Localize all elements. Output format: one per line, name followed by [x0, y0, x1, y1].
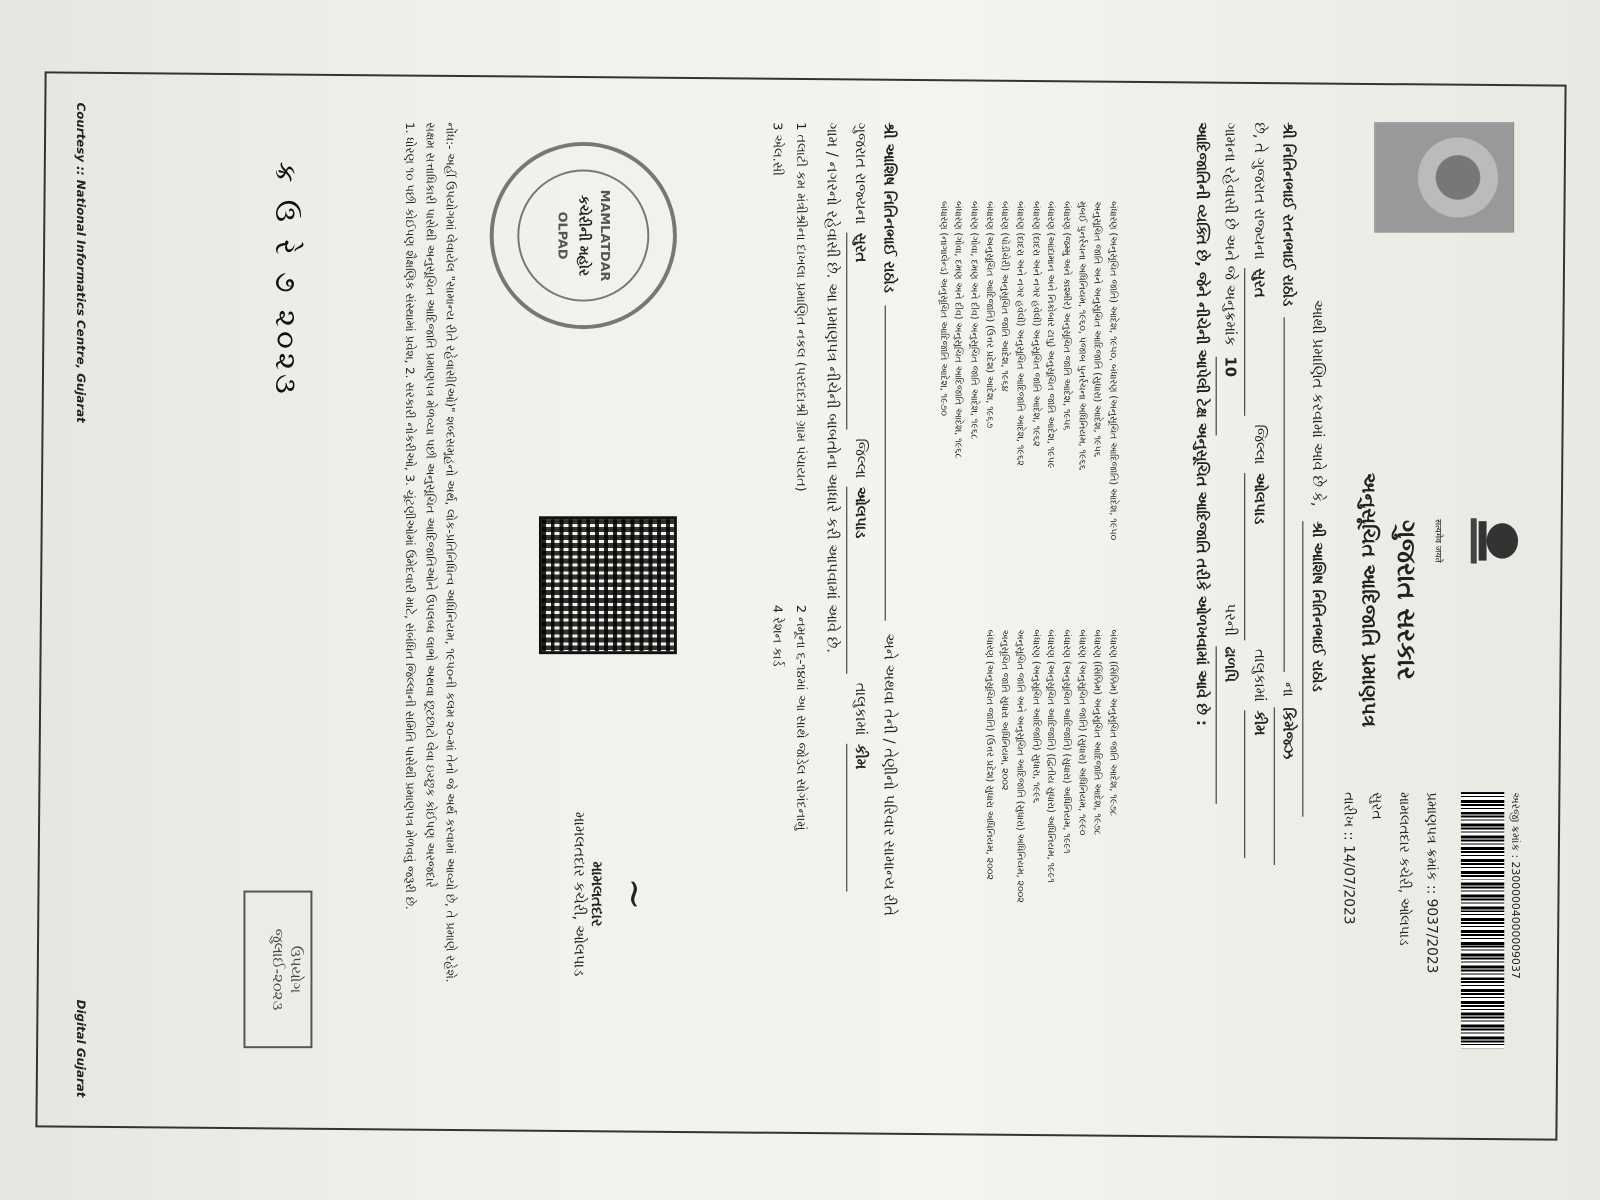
father-name-line	[1284, 317, 1285, 672]
intro-text: આથી પ્રમાણિત કરવામાં આવે છે કે,	[1309, 299, 1327, 507]
stamp-line-1: ઉપયોગ	[286, 945, 305, 994]
issuing-city: સુરત	[1368, 792, 1385, 820]
stamp-line-2: જુલાઈ-૨૦૨૩	[269, 928, 287, 1011]
basis-list	[764, 122, 813, 1087]
application-number: અરજી ક્રમાંક : 23000004000009037	[1509, 792, 1523, 979]
usage-stamp	[243, 891, 312, 1049]
caste-order: બંધારણ (જમ્મુ અને કાશ્મીર) અનુસૂચિત જાતિ આદેશ, ૧૯૫૬	[1061, 201, 1072, 431]
serial-text: ગામના રહેવાસી છે અને જે અનુક્રમાંક	[1222, 122, 1240, 346]
taluka-label: તાલુકામાં	[1251, 649, 1269, 702]
caste-order	[950, 630, 965, 1029]
holder-name-repeat: શ્રી આશિષ નિતિનભાઈ રાઠોડ	[880, 122, 899, 293]
caste-name: ઢાળપિ	[1216, 647, 1245, 805]
district-value-2: સુરત	[846, 233, 875, 430]
note-text: નોંધ:- અહીં ઉપયોગમાં લેવાયેલ "સામાન્ય રીતે રહેવાસી(ઓ)" શબ્દસમૂહનો અર્થ, લોક-પ્રતિનિધિત્વ અધિનિયમ, ૧૯૫૦ની કલમ ૨૦-માં તેનો જે અર્થ કરવામાં આવ્યો છે, તે પ્રમાણે રહેશે.	[443, 122, 458, 983]
footer-courtesy: Courtesy :: National Informatics Centre, Gujarat	[74, 102, 88, 423]
caste-order: અનુસૂચિત જાતિ અને અનુસૂચિત આદિજાતિ (સુધારા) અધિનિયમ, ૨૦૦૨	[1014, 629, 1026, 903]
signature-icon: ~	[611, 877, 658, 911]
taluka-value: કીમ	[1245, 710, 1274, 858]
caste-order: બંધારણ (સિક્કિમ) અનુસૂચિત જાતિ આદેશ, ૧૯૭૮	[1107, 629, 1119, 817]
basis-item: 4 રેશન કાર્ડ	[769, 604, 785, 667]
emblem-caption: सत्यमेव जयते	[1432, 519, 1443, 563]
handwritten-note: ક્ર ઉ રે ૭ ૨૦૨૩	[268, 161, 303, 398]
village-value: કિમેજ્ઝ	[1274, 707, 1303, 865]
basis-item: 1 તલાટી કમ મંત્રીશ્રીના દાખલા પ્રમાણિત નકલ (પરદાદાશ્રી ગ્રામ પંચાયત)	[793, 122, 809, 492]
issuing-office: મામલતદાર કચેરી, ઓલપાડ	[1395, 792, 1412, 946]
caste-order: બંધારણ (અનુસૂચિત જાતિ) (ઉત્તર પ્રદેશ) સુધારા અધિનિયમ, ૨૦૦૨	[983, 629, 995, 880]
basis-item: 2 નમૂના ૬-૧૪માં આ સાથે જોડેલ સોગંદનામું	[793, 604, 809, 831]
holder-name-line	[885, 305, 886, 620]
government-title: ગુજરાત સરકાર	[1391, 520, 1421, 680]
applicant-photo	[1374, 122, 1514, 232]
castes-list	[935, 201, 1120, 1028]
caste-order: બંધારણ (પોંડીચેરી) અનુસૂચિત જાતિ આદેશ, ૧૯૬૪	[999, 201, 1011, 392]
authority-text: સક્ષમ સત્તાધિકારી પાસેથી અનુસૂચિત આદિજાતિ પ્રમાણપત્ર મેળવ્યા પછી અનુસૂચિત આદિજાતિઓને ઉપલબ્ધ લાભો અથવા છૂટછાટો લેવા ઇચ્છુક કોઈપણ અરજદારે	[423, 122, 438, 888]
certificate-meta	[1335, 792, 1445, 1117]
note-point: 1. ધોરણ ૧૦ પછી કોઈપણ શૈક્ષણિક સંસ્થામાં પ્રવેશ, 2. સરકારી નોકરીઓ, 3. ચૂંટણીઓમાં ઉમેદવારી માટે, સંબંધિત જિલ્લાની સમિતિ પાસેથી પ્રમાણપત્ર મેળવવું જરૂરી છે.	[403, 122, 418, 910]
national-emblem-icon	[1445, 506, 1524, 575]
district-label-2: જિલ્લા	[852, 438, 871, 479]
caste-order: અનુસૂચિત જાતિ સુધારા અધિનિયમ, ૨૦૦૨	[999, 629, 1011, 791]
district-taluka-value-2: ઓલપાડ	[846, 487, 875, 674]
residence-section	[764, 122, 904, 1087]
state-text-2: ગુજરાત રાજ્યના	[852, 122, 871, 225]
basis-item: 3 એલ.સી	[769, 122, 785, 176]
residence-text: અને અથવા તેની / તેણીનો પરિવાર સામાન્ય રીતે	[880, 633, 899, 916]
qr-code	[539, 516, 677, 654]
barcode	[1461, 792, 1504, 1048]
district-label: જિલ્લા	[1251, 424, 1269, 465]
caste-order: બંધારણ (અનુસૂચિત જાતિ) (સુધારા) અધિનિયમ, ૧૯૯૦	[1076, 629, 1088, 836]
caste-order: અનુસૂચિત જાતિ અને અનુસૂચિત આદિજાતિ (સુધારા) આદેશ, ૧૯૫૬	[1091, 201, 1103, 457]
certificate-number: પ્રમાણપત્ર ક્રમાંક :: 9037/2023	[1423, 792, 1440, 974]
seal-text-bottom: OLPAD	[554, 211, 570, 260]
signatory-office: મામલતદાર કચેરી, ઓલપાડ	[570, 811, 589, 977]
caste-order: બંધારણ (અનુસૂચિત આદિજાતિ) (ઉત્તર પ્રદેશ) આદેશ, ૧૯૬૭	[983, 201, 995, 429]
certificate-document	[56, 83, 1543, 1117]
caste-order: બંધારણ (સિક્કિમ) અનુસૂચિત આદિજાતિ આદેશ, ૧૯૭૮	[1091, 629, 1103, 836]
issue-date: તારીખ :: 14/07/2023	[1340, 792, 1357, 925]
caste-order: બંધારણ (ગોવા, દમણ અને દીવ) અનુસૂચિત આદિજાતિ આદેશ, ૧૯૬૮	[952, 201, 964, 459]
caste-order: બંધારણ (અનુસૂચિત આદિજાતિ) સુધારા, ૧૯૯૬	[1030, 629, 1041, 804]
notes-section	[400, 122, 460, 1087]
caste-order: બંધારણ (આંદામાન અને નિકોબાર ટાપુ) અનુસૂચિત જાતિ આદેશ, ૧૯૫૯	[1045, 201, 1057, 469]
taluka-value-2: કીમ	[846, 744, 875, 892]
signatory-title: મામલતદાર	[588, 861, 606, 927]
caste-order: બંધારણ (દાદરા અને નગર હવેલી) અનુસૂચિત જાતિ આદેશ, ૧૯૬૨	[1030, 201, 1041, 447]
basis-intro: ગામ / નગરનો રહેવાસી છે. આ પ્રમાણપત્ર નીચેની બાબતોના આધારે કરી આપવામાં આવે છે.	[823, 122, 842, 653]
state-text: છે, તે ગુજરાત રાજ્યના	[1251, 122, 1269, 260]
caste-order: બંધારણ (અનુસૂચિત જાતિ) આદેશ, ૧૯૫૦, બંધારણ (અનુસૂચિત આદિજાતિ) આદેશ, ૧૯૫૦	[1107, 201, 1119, 541]
recognition-text: આદિજાતિની વ્યક્તિ છે, જેને નીચેની આપેલી ટેક્ષ અનુસૂચિત આદિજાતિ તરીકે ઓળખવામાં આવે છે :	[1193, 122, 1211, 726]
district-value: સુરત	[1245, 268, 1274, 416]
caste-order: બંધારણ (દાદરા અને નગર હવેલી) અનુસૂચિત આદિજાતિ આદેશ, ૧૯૬૨	[1014, 201, 1026, 466]
caste-order: બંધારણ (અનુસૂચિત આદિજાતિ) (દ્વિતીય સુધારા) અધિનિયમ, ૧૯૯૧	[1045, 629, 1057, 883]
district-taluka-value: ઓલપાડ	[1245, 473, 1274, 640]
caste-order: બંધારણ (ગોવા, દમણ અને દીવ) અનુસૂચિત જાતિ આદેશ, ૧૯૬૮	[968, 201, 980, 440]
certificate-body	[1188, 122, 1332, 1087]
footer-brand: Digital Gujarat	[74, 999, 88, 1098]
caste-order: મુંબઈ પુનર્રચના અધિનિયમ, ૧૯૬૦, પંજાબ પુનર્રચના અધિનિયમ, ૧૯૬૬	[1076, 201, 1088, 471]
certificate-title: અનુસૂચિત આદિજાતિ પ્રમાણપત્ર	[1357, 472, 1382, 728]
village-label: ના	[1280, 682, 1298, 697]
caste-order: બંધારણ (નાગાલેન્ડ) અનુસૂચિત આદિજાતિ આદેશ, ૧૯૭૦	[937, 201, 949, 416]
taluka-label-2: તાલુકામાં	[852, 682, 871, 736]
seal-inner	[517, 170, 649, 302]
serial-suffix: પરની	[1222, 603, 1240, 637]
father-name: શ્રી નિતિનભાઈ રતનભાઈ રાઠોડ	[1280, 122, 1298, 307]
signature-block	[570, 812, 657, 976]
seal-text-mid: કચેરીની મહોર	[575, 195, 592, 277]
office-seal	[490, 142, 677, 329]
seal-text-top: MAMLATDAR	[597, 189, 612, 282]
holder-name: શ્રી આશિષ નિતિનભાઈ રાઠોડ	[1303, 521, 1332, 817]
caste-order: બંધારણ (અનુસૂચિત આદિજાતિ) (સુધારા) અધિનિયમ, ૧૯૯૧	[1061, 629, 1072, 854]
serial-number: 10	[1216, 357, 1245, 436]
caste-order	[966, 630, 981, 1029]
